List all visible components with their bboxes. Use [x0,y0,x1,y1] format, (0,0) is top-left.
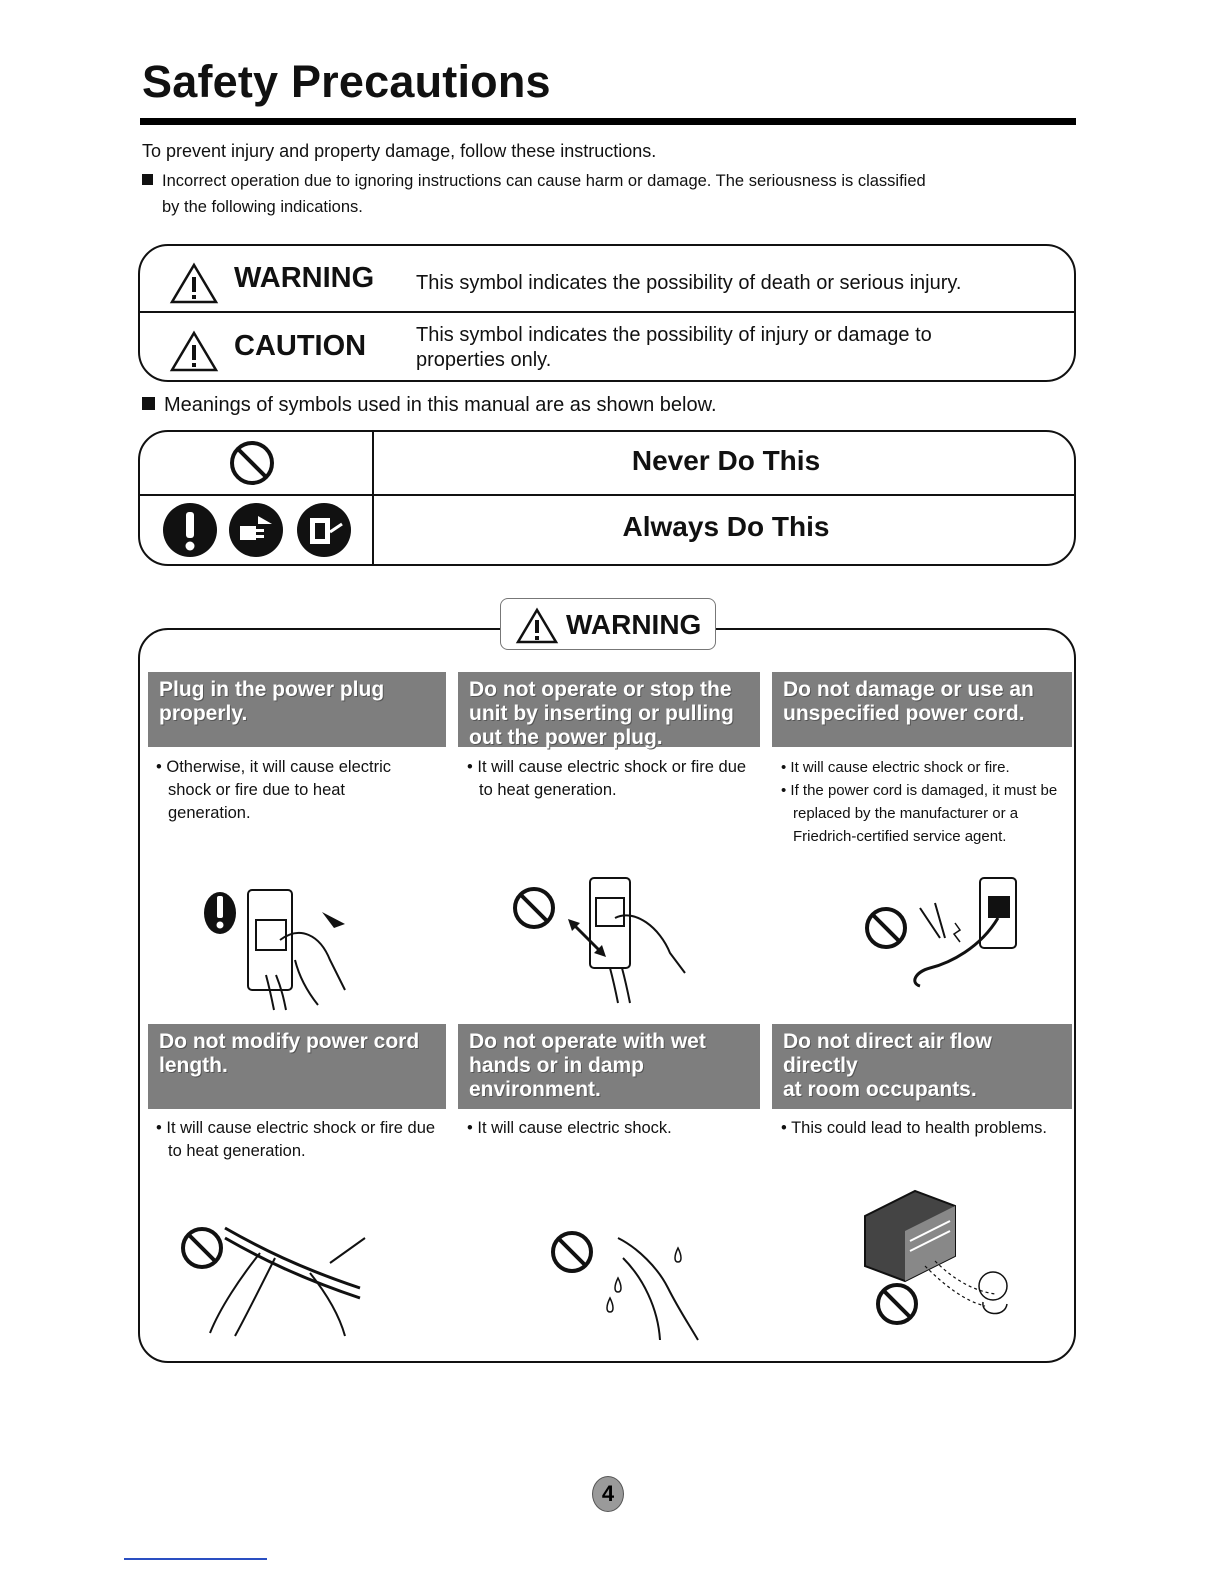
warning-triangle-icon [170,262,218,304]
card-heading-line: Do not modify power cord [159,1030,420,1053]
caution-triangle-icon [170,330,218,372]
caution-line2: properties only. [416,349,552,371]
bullet-incorrect-operation [142,168,926,194]
card-do-not-direct-airflow [772,1024,1072,1109]
card-heading-line: Do not operate or stop the [469,678,732,701]
card-insert-pull-body [467,756,757,802]
title-rule [140,118,1076,125]
card-heading-line: Do not damage or use an [783,678,1034,701]
card-heading-line: Do not operate with wet [469,1030,706,1053]
caution-label: CAUTION [234,330,367,362]
card-body-text: • It will cause electric shock. [467,1119,672,1137]
symbol-column-divider [372,430,374,566]
wet-hands-illustration [548,1228,708,1343]
card-body-text: • This could lead to health problems. [781,1119,1047,1137]
damaged-cord-illustration [860,868,1040,988]
warning-section-label: WARNING [566,609,702,640]
symbol-divider [138,494,1076,496]
pull-plug-illustration [510,868,690,1008]
square-bullet-icon [142,397,155,410]
bullet2-text: Meanings of symbols used in this manual are as shown below. [164,394,717,416]
card-heading-line: Plug in the power plug [159,678,385,701]
card-damage-cord-body [781,756,1069,848]
card-plug-in-body [156,756,426,825]
card-plug-in-properly [148,672,446,747]
exclamation-icon [162,502,218,558]
card-heading-line: properly. [159,702,248,725]
page-number: 4 [592,1476,624,1512]
always-do-this-label: Always Do This [622,511,830,542]
modify-cord-illustration [180,1218,380,1338]
warning-triangle-icon [516,608,558,644]
card-do-not-damage-cord [772,672,1072,747]
card-wet-hands-body [467,1117,757,1140]
page-title: Safety Precautions [142,56,551,107]
bullet1-line1: Incorrect operation due to ignoring instructions can cause harm or damage. The seriousness is classified [162,172,926,190]
card-do-not-insert-pull-plug [458,672,760,747]
card-body-text: • It will cause electric shock or fire. [781,759,1010,776]
card-heading-line: unit by inserting or pulling [469,702,734,725]
caution-line1: This symbol indicates the possibility of injury or damage to [416,324,932,346]
card-body-text: • It will cause electric shock or fire due to heat generation. [156,1119,436,1160]
warning-label: WARNING [234,262,375,294]
classification-divider [138,311,1076,313]
ground-icon [296,502,352,558]
never-do-this-label: Never Do This [631,445,821,476]
caution-description [416,323,932,373]
card-modify-cord-body [156,1117,446,1163]
card-airflow-body [781,1117,1071,1140]
footer-line [124,1558,267,1560]
card-heading-line: environment. [469,1078,601,1101]
airflow-occupant-illustration [855,1186,1025,1336]
unplug-icon [228,502,284,558]
card-body-text: • Otherwise, it will cause electric shock or fire due to heat generation. [156,758,392,822]
card-heading-line: at room occupants. [783,1078,977,1101]
bullet-symbol-meanings [142,392,717,418]
card-heading-line: length. [159,1054,228,1077]
card-do-not-operate-wet-hands [458,1024,760,1109]
card-heading-line: hands or in damp [469,1054,645,1077]
square-bullet-icon [142,174,153,185]
prohibition-icon [229,440,275,486]
warning-description: This symbol indicates the possibility of death or serious injury. [416,272,962,294]
card-do-not-modify-cord [148,1024,446,1109]
card-body-text: • It will cause electric shock or fire due to heat generation. [467,758,747,799]
card-body-text: • If the power cord is damaged, it must be replaced by the manufacturer or a Friedrich-certified service agent. [781,782,1058,845]
card-heading-line: unspecified power cord. [783,702,1025,725]
plug-in-illustration [200,880,360,1010]
bullet1-line2: by the following indications. [162,198,363,216]
card-heading-line: Do not direct air flow directly [783,1030,992,1077]
intro-text: To prevent injury and property damage, follow these instructions. [142,141,657,161]
card-heading-line: out the power plug. [469,726,663,749]
